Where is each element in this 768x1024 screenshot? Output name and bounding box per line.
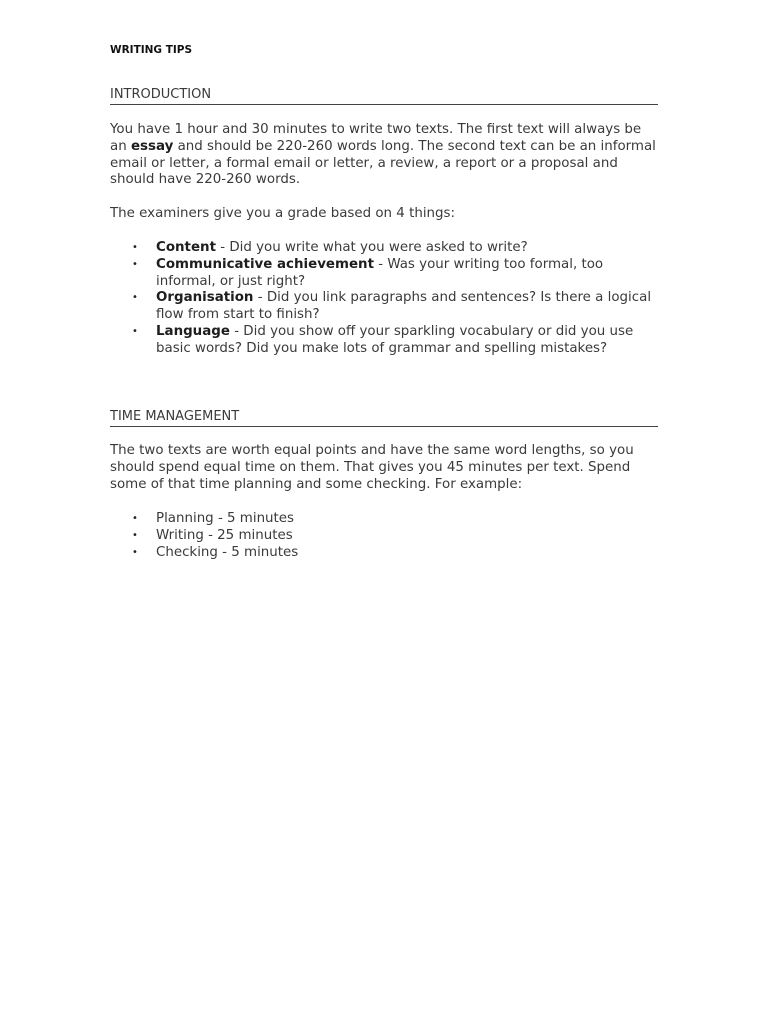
list-item [110, 528, 658, 545]
list-item [110, 290, 658, 324]
criteria-term: Communicative achievement [156, 256, 374, 272]
time-management-paragraph: The two texts are worth equal points and have the same word lengths, so you should spend equal time on them. That gives you 45 minutes per text. Spend some of that time planning and some checking. For example: [110, 443, 634, 492]
intro-text-part1: You have 1 hour and 30 minutes to write two texts. The first text will always be an [110, 122, 642, 154]
criteria-term: Organisation [156, 290, 254, 306]
time-management-heading: TIME MANAGEMENT [110, 409, 658, 427]
criteria-text: - Did you show off your sparkling vocabulary or did you use basic words? Did you make lots of grammar and spelling mistakes? [156, 323, 634, 356]
list-item [110, 545, 658, 562]
intro-text-part2: and should be 220-260 words long. The second text can be an informal email or letter, a formal email or letter, a review, a report or a proposal and should have 220-260 words. [110, 138, 656, 188]
criteria-text: - Did you write what you were asked to write? [215, 240, 528, 255]
bullet-icon: • [132, 529, 138, 541]
list-item [110, 240, 658, 257]
criteria-term: Content [156, 240, 216, 255]
introduction-paragraph [110, 122, 658, 189]
document-title: WRITING TIPS [110, 44, 193, 56]
time-steps-list [110, 511, 658, 561]
criteria-text: - Was your writing too formal, too informal, or just right? [156, 256, 604, 289]
criteria-term: Language [156, 323, 230, 339]
grade-intro-paragraph: The examiners give you a grade based on 4 things: [110, 206, 456, 221]
introduction-heading: INTRODUCTION [110, 87, 658, 105]
intro-text-essay: essay [130, 138, 174, 154]
time-step-text: Writing - 25 minutes [156, 527, 293, 543]
bullet-icon: • [132, 242, 138, 253]
bullet-icon: • [132, 258, 138, 270]
criteria-list [110, 240, 658, 358]
bullet-icon: • [132, 292, 138, 304]
bullet-icon: • [132, 513, 138, 524]
list-item [110, 257, 658, 291]
bullet-icon: • [132, 546, 138, 558]
criteria-text: - Did you link paragraphs and sentences? Is there a logical flow from start to finish? [156, 290, 652, 323]
list-item [110, 511, 658, 528]
time-step-text: Checking - 5 minutes [156, 544, 299, 560]
bullet-icon: • [132, 325, 138, 337]
time-step-text: Planning - 5 minutes [156, 511, 295, 526]
list-item [110, 324, 658, 358]
